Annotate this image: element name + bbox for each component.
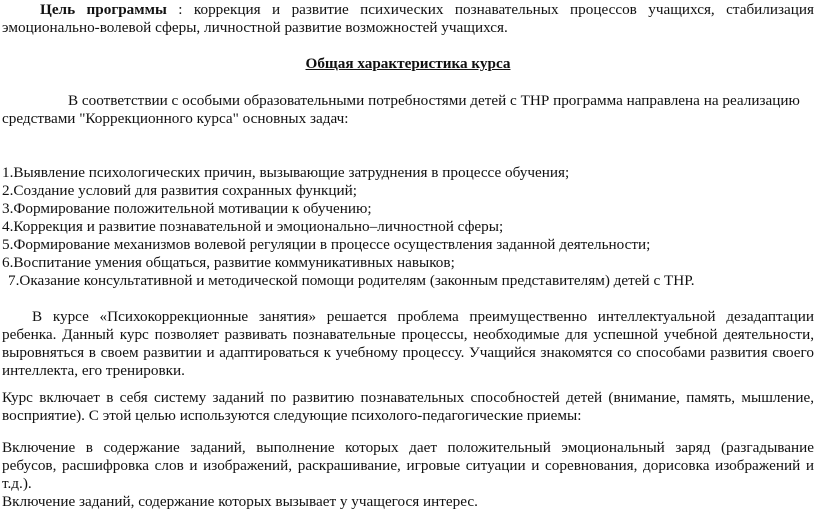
task-item-4: 4.Коррекция и развитие познавательной и эмоционально–личностной сферы; [2, 218, 504, 235]
task-item-3: 3.Формирование положительной мотивации к обучению; [2, 200, 372, 217]
course-line-1: В курсе «Психокоррекционные занятия» решается проблема преимущественно интеллектуальной дезадаптации [32, 308, 814, 325]
inclusion-line-2: ребусов, расшифровка слов и изображений, раскрашивание, игровые ситуации и соревнования, дорисовка изображений и [2, 457, 814, 474]
inclusion-line-4: Включение заданий, содержание которых вызывает у учащегося интерес. [2, 493, 478, 510]
course-line-4: интеллекта, его тренировки. [2, 362, 185, 379]
task-item-7: 7.Оказание консультативной и методической помощи родителям (законным представителям) детей с ТНР. [8, 272, 695, 289]
includes-line-2: восприятие). С этой целью используются следующие психолого-педагогические приемы: [2, 407, 582, 424]
section-heading [2, 55, 814, 73]
goal-text-1: : коррекция и развитие психических познавательных процессов учащихся, стабилизация [166, 1, 814, 18]
goal-line-1 [2, 1, 814, 19]
task-item-1: 1.Выявление психологических причин, вызывающие затруднения в процессе обучения; [2, 164, 570, 181]
course-line-3: выровняться в своем развитии и адаптироваться к учебному процессу. Учащийся знакомятся со способами развития своего [2, 344, 814, 361]
section-heading-text: Общая характеристика курса [305, 55, 511, 72]
goal-label: Цель программы [40, 1, 167, 18]
intro-line-1: В соответствии с особыми образовательными потребностями детей с ТНР программа направлена на реализацию [68, 92, 800, 109]
task-item-2: 2.Создание условий для развития сохранных функций; [2, 182, 357, 199]
course-line-2: ребенка. Данный курс позволяет развивать познавательные процессы, необходимые для успешной учебной деятельности, [2, 326, 814, 343]
goal-line-2: эмоционально-волевой сферы, личностной развитие возможностей учащихся. [2, 19, 508, 36]
inclusion-line-1: Включение в содержание заданий, выполнение которых дает положительный эмоциональный заряд (разгадывание [2, 439, 814, 456]
task-item-6: 6.Воспитание умения общаться, развитие коммуникативных навыков; [2, 254, 455, 271]
inclusion-line-3: т.д.). [2, 475, 32, 492]
task-item-5: 5.Формирование механизмов волевой регуляции в процессе осуществления заданной деятельности; [2, 236, 651, 253]
intro-line-2: средствами "Коррекционного курса" основных задач: [2, 110, 349, 127]
includes-line-1: Курс включает в себя систему заданий по развитию познавательных способностей детей (внимание, память, мышление, [2, 389, 814, 406]
